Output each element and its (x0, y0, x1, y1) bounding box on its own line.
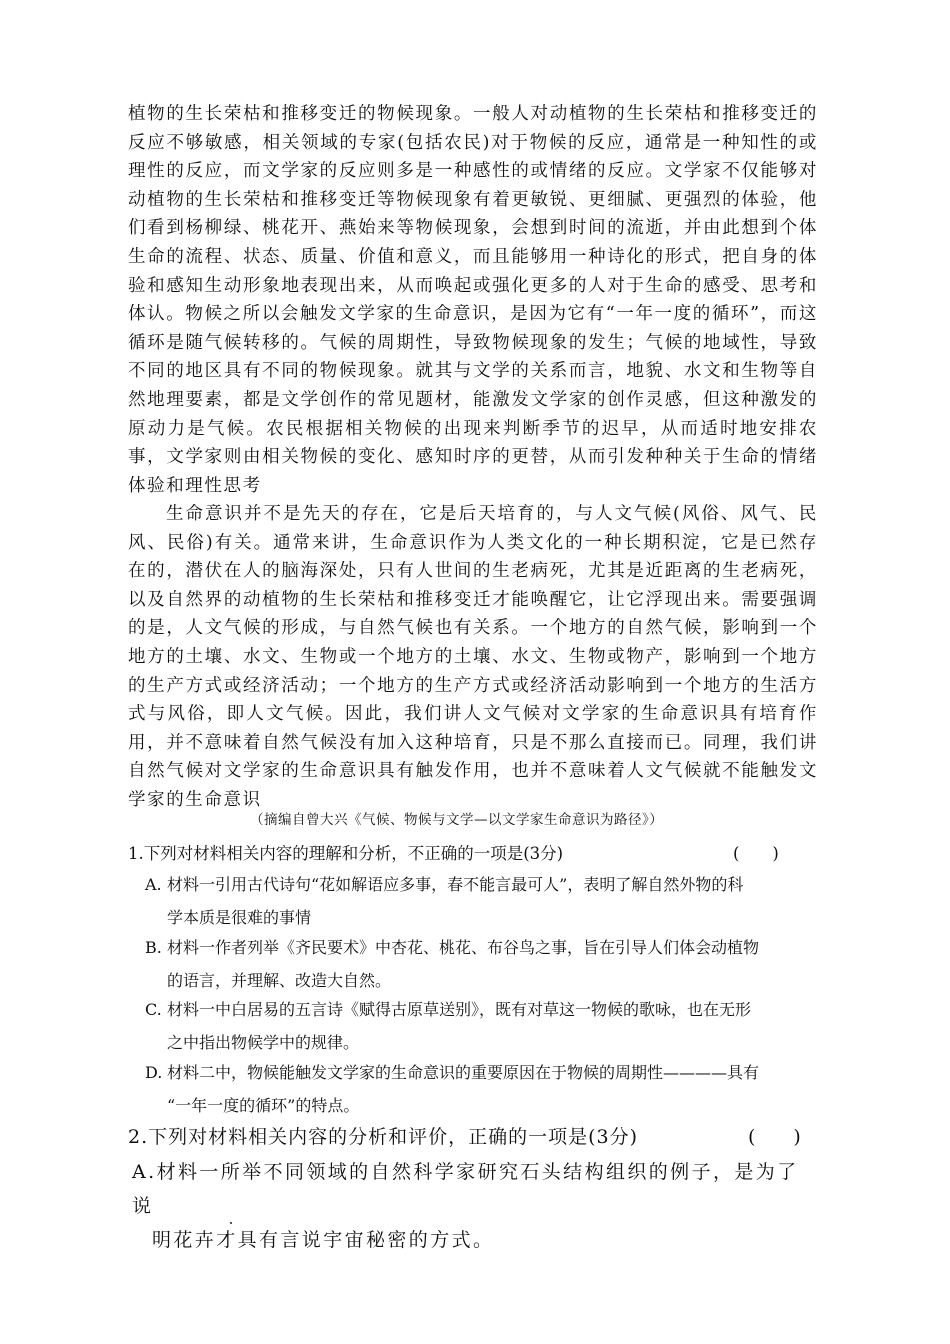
question-1-option-c (145, 993, 810, 1059)
option-label: D. (145, 1063, 163, 1082)
source-citation: （摘编自曾大兴《气候、物候与文学—以文学家生命意识为路径》） (250, 812, 664, 828)
question-1-answer-blank: ( ) (733, 844, 779, 863)
option-text-line1: 材料一中白居易的五言诗《赋得古原草送别》，既有对草这一物候的歌咏，也在无形 (167, 1000, 752, 1019)
question-1-option-b (145, 931, 810, 997)
question-1-option-a (145, 868, 810, 934)
option-text-line2: 学本质是很难的事情 (167, 908, 312, 927)
option-text-line1: 材料一所举不同领域的自然科学家研究石头结构组织的例子，是为了说 (132, 1161, 799, 1217)
option-text-line1: 材料一引用古代诗句“花如解语应多事，春不能言最可人”，表明了解自然外物的科 (167, 875, 744, 894)
option-label: C. (145, 1000, 162, 1019)
option-text-line1: 材料二中，物候能触发文学家的生命意识的重要原因在于物候的周期性————具有 (167, 1063, 760, 1082)
option-label: A. (132, 1161, 157, 1183)
passage-paragraph-2: 生命意识并不是先天的存在，它是后天培育的，与人文气候(风俗、风气、民风、民俗)有关。通常来讲，生命意识作为人类文化的一种长期积淀，它是已然存在的，潜伏在人的脑海深处，只有人世间的生老病死，尤其是近距离的生老病死，以及自然界的动植物的生长荣枯和推移变迁才能唤醒它，让它浮现出来。需要强调的是，人文气候的形成，与自然气候也有关系。一个地方的自然气候，影响到一个地方的土壤、水文、生物或一个地方的土壤、水文、生物或物产，影响到一个地方的生产方式或经济活动；一个地方的生产方式或经济活动影响到一个地方的生活方式与风俗，即人文气候。因此，我们讲人文气候对文学家的生命意识具有培育作用，并不意味着自然气候没有加入这种培育，只是不那么直接而已。同理，我们讲自然气候对文学家的生命意识具有触发作用，也并不意味着人文气候就不能触发文学家的生命意识 (128, 504, 818, 810)
option-text-line2: “一年一度的循环”的特点。 (167, 1096, 360, 1115)
option-text-line2: 的语言，并理解、改造大自然。 (167, 971, 392, 990)
question-1-option-d (145, 1056, 810, 1122)
passage-paragraph-1: 植物的生长荣枯和推移变迁的物候现象。一般人对动植物的生长荣枯和推移变迁的反应不够敏感，相关领域的专家(包括农民)对于物候的反应，通常是一种知性的或理性的反应，而文学家的反应则多是一种感性的或情绪的反应。文学家不仅能够对动植物的生长荣枯和推移变迁等物候现象有着更敏锐、更细腻、更强烈的体验，他们看到杨柳绿、桃花开、燕始来等物候现象，会想到时间的流逝，并由此想到个体生命的流程、状态、质量、价值和意义，而且能够用一种诗化的形式，把自身的体验和感知生动形象地表现出来，从而唤起或强化更多的人对于生命的感受、思考和体认。物候之所以会触发文学家的生命意识，是因为它有“一年一度的循环”，而这循环是随气候转移的。气候的周期性，导致物候现象的发生；气候的地域性，导致不同的地区具有不同的物候现象。就其与文学的关系而言，地貌、水文和生物等自然地理要素，都是文学创作的常见题材，能激发文学家的创作灵感，但这种激发的原动力是气候。农民根据相关物候的出现来判断季节的迟早，从而适时地安排农事，文学家则由相关物候的变化、感知时序的更替，从而引发种种关于生命的情绪体验和理性思考 (128, 104, 818, 496)
question-2-stem: 2.下列对材料相关内容的分析和评价，正确的一项是(3分) (128, 1126, 639, 1148)
question-1-stem: 1.下列对材料相关内容的理解和分析，不正确的一项是(3分) (128, 844, 564, 863)
option-text-line1: 材料一作者列举《齐民要术》中杏花、桃花、布谷鸟之事，旨在引导人们体会动植物 (167, 938, 760, 957)
question-2-answer-blank: ( ) (748, 1126, 801, 1148)
option-label: B. (145, 938, 162, 957)
option-text-line2: 之中指出物候学中的规律。 (167, 1033, 360, 1052)
option-text-line2: 明花卉才具有言说宇宙秘密的方式。 (152, 1229, 495, 1251)
question-2-option-a (132, 1155, 812, 1257)
option-label: A. (145, 875, 162, 894)
scan-speck (230, 1222, 232, 1224)
